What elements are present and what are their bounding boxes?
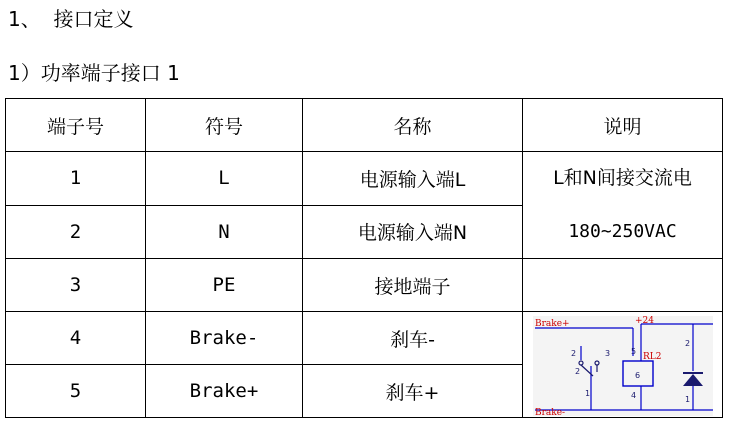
name-cell: 刹车-	[303, 312, 523, 365]
pin-label: 5	[630, 347, 636, 356]
coil-mark: 6	[634, 371, 640, 380]
pin-label: 2	[574, 367, 580, 376]
pin-label: 1	[684, 395, 690, 404]
terminal-cell: 1	[6, 152, 146, 206]
power-terminal-table	[5, 98, 723, 418]
subsection-number: 1）	[8, 61, 41, 85]
table-row	[6, 259, 723, 312]
pin-label: 3	[604, 349, 610, 358]
power-note-line1: L和N间接交流电	[553, 167, 692, 189]
brake-relay-schematic	[533, 316, 713, 416]
brake-plus-label: Brake+	[534, 319, 570, 329]
brake-minus-label: Brake-	[534, 408, 565, 416]
symbol-cell: PE	[146, 259, 303, 312]
name-cell: 电源输入端N	[303, 205, 523, 259]
empty-description-cell	[523, 259, 723, 312]
brake-schematic-cell	[523, 312, 723, 418]
symbol-cell: Brake-	[146, 312, 303, 365]
section-number: 1、	[8, 7, 41, 31]
table-header-row	[6, 99, 723, 152]
header-name: 名称	[303, 99, 523, 152]
terminal-cell: 2	[6, 205, 146, 259]
section-heading	[8, 5, 133, 33]
name-cell: 电源输入端L	[303, 152, 523, 206]
name-cell: 刹车+	[303, 365, 523, 418]
table-row	[6, 152, 723, 206]
section-title: 接口定义	[53, 7, 134, 31]
symbol-cell: L	[146, 152, 303, 206]
pin-label: 1	[584, 389, 590, 398]
pin-label: 2	[684, 339, 690, 348]
header-symbol: 符号	[146, 99, 303, 152]
terminal-cell: 4	[6, 312, 146, 365]
terminal-cell: 3	[6, 259, 146, 312]
symbol-cell: Brake+	[146, 365, 303, 418]
relay-label: RL2	[642, 352, 661, 362]
subsection-heading	[8, 59, 180, 87]
power-note-cell	[523, 152, 723, 259]
power-note-line2: 180~250VAC	[568, 221, 677, 242]
header-description: 说明	[523, 99, 723, 152]
symbol-cell: N	[146, 205, 303, 259]
pin-label: 2	[570, 349, 576, 358]
terminal-cell: 5	[6, 365, 146, 418]
supply-label: +24	[634, 316, 654, 326]
pin-label: 4	[630, 391, 636, 400]
table-row	[6, 312, 723, 365]
header-terminal: 端子号	[6, 99, 146, 152]
name-cell: 接地端子	[303, 259, 523, 312]
subsection-title: 功率端子接口	[40, 61, 161, 85]
subsection-index: 1	[167, 61, 180, 85]
